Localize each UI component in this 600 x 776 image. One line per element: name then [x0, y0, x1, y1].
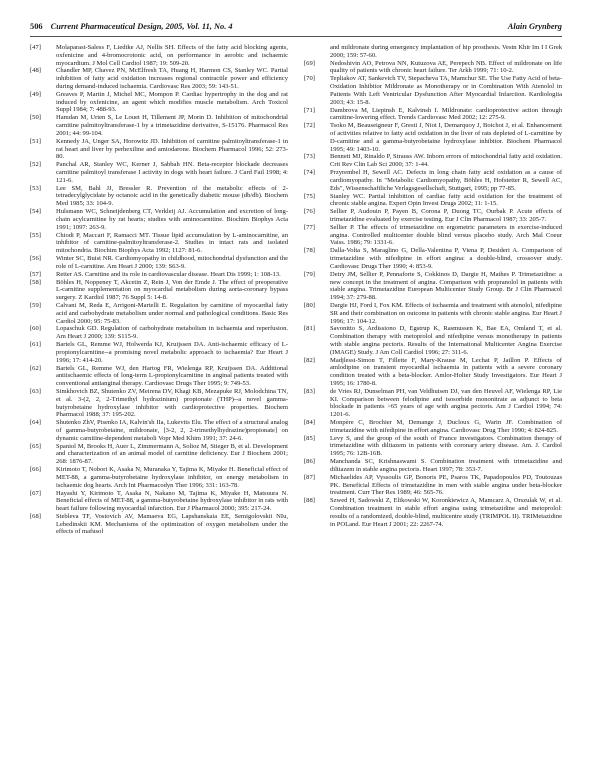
reference-number: [82] [304, 356, 315, 364]
left-column [30, 44, 288, 536]
reference-text: Lopaschuk GD. Regulation of carbohydrate metabolism in ischaemia and reperfusion. Am Heart J 2000; 139: S115-9. [56, 325, 288, 341]
reference-item [30, 279, 288, 302]
reference-item [30, 513, 288, 536]
reference-text: Manchanda SC, Krishnaswami S. Combination treatment with trimetazidine and diltiazem in stable angina pectoris. Heart 1997; 78: 353-7. [330, 458, 562, 473]
reference-item [304, 302, 562, 325]
reference-text: Szwed H, Sadowski Z, Elikowski W, Koronkiewicz A, Mamcarz A, Orszulak W, et al. Combination treatment in stable effort angina using trimetazidine and metoprolol: results of a randomized, double-blind, multicentre study (TRIMPOL II). TRIMetazidine in POLand. Eur Heart J 2001; 22: 2267-74. [330, 497, 562, 528]
reference-number: [75] [304, 192, 315, 200]
reference-number: [61] [30, 341, 41, 349]
reference-number: [85] [304, 434, 315, 442]
reference-number [304, 44, 330, 60]
reference-item [30, 91, 288, 114]
reference-number: [76] [304, 208, 315, 216]
reference-item [304, 388, 562, 419]
reference-text: Dargie HJ, Ford I, Fox KM. Effects of ischaemia and treatment with atenolol, nifedipine SR and their combination on outcome in patients with chronic stable angina. Eur Heart J 1996; 17: 104-12. [330, 302, 562, 325]
reference-item [30, 466, 288, 489]
reference-text: Hayashi Y, Kirimoto T, Asaka N, Nakano M, Tajima K, Miyake H, Matsuura N. Beneficial effects of MET-88, a gamma-butyrobetaine hydroxylase inhibitor in rats with heart failure following myocardial infarction. Eur J Pharmacol 2000; 395: 217-24. [56, 489, 288, 512]
reference-number: [73] [304, 153, 315, 161]
reference-number: [67] [30, 489, 41, 497]
reference-item [304, 325, 562, 356]
reference-item [304, 247, 562, 270]
reference-item [304, 458, 562, 474]
reference-text: Retter AS. Carnitine and its role in cardiovascular disease. Heart Dis 1999; 1: 108-13. [56, 270, 281, 278]
reference-item [30, 232, 288, 255]
reference-number: [51] [30, 137, 41, 145]
reference-text: Stanley WC. Partial inhibition of cardiac fatty acid oxidation for the treatment of chronic stable angina. Expert Opin Invest Drugs 2002; 11: 1-15. [330, 192, 562, 208]
reference-text: Savonitto S, Ardissiono D, Egstrup K, Rasmussen K, Bae EA, Omland T, et al. Combination therapy with metoprolol and nifedipine versus monotherapy in patients with stable angina pectoris. Results of the International Multicenter Angina Exercise (IMAGE) Study. J Am Coll Cardiol 1996; 27: 311-6. [330, 325, 562, 356]
reference-item [304, 208, 562, 224]
reference-number: [81] [304, 325, 315, 333]
reference-number: [88] [304, 497, 315, 505]
reference-number: [77] [304, 223, 315, 231]
reference-item [304, 474, 562, 497]
reference-item [30, 208, 288, 231]
reference-number: [55] [30, 231, 41, 239]
reference-number: [69] [304, 59, 315, 67]
right-column [304, 44, 562, 536]
reference-item [30, 443, 288, 466]
reference-item [30, 490, 288, 513]
running-header [30, 22, 562, 36]
reference-number: [60] [30, 325, 41, 333]
reference-number: [66] [30, 466, 41, 474]
reference-item [30, 325, 288, 341]
reference-number: [70] [304, 75, 315, 83]
reference-item [30, 341, 288, 364]
reference-text: Hamdan M, Urien S, Le Louet H, Tillement JP, Morin D. Inhibition of mitochondrial carnitine palmitoyltransferase-1 by a trimetazidine derivative, S-15176. Pharmacol Res 2001; 44: 99-104. [56, 114, 288, 137]
reference-number: [54] [30, 208, 41, 216]
header-rule [30, 36, 562, 37]
reference-item [304, 435, 562, 458]
reference-item [304, 122, 562, 153]
reference-text: Levy S, and the group of the south of France investigators. Combination therapy of trimetazidine with diltiazem in patients with coronary artery disease. Am. J. Cardiol 1995; 76: 12B-16B. [330, 434, 562, 458]
reference-item [304, 60, 562, 76]
reference-text: Böhles H, Noppeney T, Akcetin Z, Rein J, Von der Emde J. The effect of preoperative L-carnitine supplementation on myocardial metabolism during aorta-coronary bypass surgery. Z Kardiol 1987; 76 Suppl 5: 14-8. [56, 278, 288, 302]
reference-item [30, 44, 288, 67]
reference-columns [30, 44, 562, 536]
reference-number: [83] [304, 387, 315, 395]
reference-number: [59] [30, 302, 41, 309]
reference-number: [63] [30, 388, 41, 395]
journal-title: Current Pharmaceutical Design, 2005, Vol. 11, No. 4 [50, 22, 233, 31]
reference-number: [65] [30, 442, 41, 450]
reference-number: [80] [304, 302, 315, 309]
reference-text: Calvani M, Reda E, Arrigoni-Martelli E. Regulation by carnitine of myocardial fatty acid and carbohydrate metabolism under normal and pathological conditions. Basic Res Cardiol 2000; 95: 75-83. [56, 302, 288, 325]
reference-item [30, 67, 288, 90]
header-left [30, 22, 233, 31]
reference-item [304, 107, 562, 123]
reference-text: Chiodi P, Maccari F, Ramacci MT. Tissue lipid accumulation by L-aminocarnitine, an inhibitor of carnitine-palmitoyltransferase-2. Studies in intact rats and isolated mitochondria. Biochim Biophys Acta 1992; 1127: 81-6. [56, 231, 288, 254]
reference-text: Spaniol M, Brooks H, Auer L, Zimmermann A, Solioz M, Stieger B, et al. Development and characterization of an animal model of carnitine deficiency. Eur J Biochem 2001; 268: 1876-87. [56, 442, 288, 466]
reference-text: Simkhovich BZ, Shutenko ZV, Meirena DV, Khagi KB, Mezapuke RJ, Molodchina TN, et al. 3-(2, 2, 2-Trimethyl hydrazinium) propionate (THP)--a novel gamma-butyrobetaine hydroxylase inhibitor with cardioprotective properties. Biochem Pharmacol 1988; 37: 195-202. [56, 388, 288, 419]
reference-text: Sellier P. The effects of trimetazidine on ergometric parameters in exercise-induced angina. Controlled multicenter double blind versus placebo study. Arch Mal Coeur Vaiss. 1986; 79: 1331-6. [330, 223, 562, 247]
reference-item [30, 388, 288, 419]
reference-text: Bartels GL, Remme WJ, den Hartog FR, Wielenga RP, Kruijssen DA. Additional antiischaemic effects of long-term L-propionylcarnitine in anginal patients treated with conventional antianginal therapy. Cardiovasc Drugs Ther 1995; 9: 749-53. [56, 364, 288, 388]
reference-number: [86] [304, 458, 315, 466]
reference-text: and mildronate during emergency implantation of hip prosthesis. Vestn Khir Im I I Grek 2000; 159: 57-60. [330, 44, 562, 59]
reference-text: Sellier P, Audouin P, Payen B, Corona P, Duong TC, Ourbak P. Acute effects of trimetazidine evaluated by exercise testing. Eur J Clin Pharmacol 1987; 33: 205-7. [330, 208, 562, 223]
reference-number: [52] [30, 161, 41, 169]
reference-text: de Vries RJ, Dunselman PH, van Veldhuisen DJ, van den Heuvel AF, Wielenga RP, Lie KI. Comparison between felodipine and isosorbide mononitrate as adjunct to beta blockade in patients >65 years of age with angina pectoris. Am J Cardiol 1994; 74: 1201-6. [330, 387, 562, 419]
reference-item [30, 255, 288, 271]
reference-text: Lee SM, Bahl JJ, Bressler R. Prevention of the metabolic effects of 2-tetradecylglycidate by octanoic acid in the genetically diabetic mouse (db/db). Biochem Med 1985; 33: 104-9. [56, 184, 288, 208]
reference-number: [53] [30, 184, 41, 192]
reference-item [304, 271, 562, 302]
reference-item [30, 271, 288, 279]
reference-text: Kirimoto T, Nobori K, Asaka N, Muranaka Y, Tajima K, Miyake H. Beneficial effect of MET-88, a gamma-butyrobetaine hydroxylase inhibitor, on energy metabolism in ischaemic dog hearts. Arch Int Pharmacodyn Ther 1996; 331: 163-78. [56, 466, 288, 489]
author-name: Alain Grynberg [507, 22, 562, 31]
reference-text: Monpère C, Brochier M, Demange J, Ducloux G, Warin JF. Combination of trimetazidine with nifedipine in effort angina. Cardiovasc Drug Ther 1990; 4: 824-825. [330, 419, 562, 434]
reference-item [30, 185, 288, 208]
reference-item [30, 138, 288, 161]
reference-item [304, 193, 562, 209]
reference-number: [74] [304, 169, 315, 177]
page-number: 506 [30, 22, 43, 31]
reference-text: Bartels GL, Remme WJ, Holwerda KJ, Kruijssen DA. Anti-ischaemic efficacy of L-propionylcarnitine--a promising novel metabolic approach to ischaemia? Eur Heart J 1996; 17: 414-20. [56, 341, 288, 364]
reference-text: Greaves P, Martin J, Michel MC, Mompon P. Cardiac hypertrophy in the dog and rat induced by oxfenicine, an agent which modifies muscle metabolism. Arch Toxicol Suppl 1984; 7: 488-93. [56, 90, 288, 114]
reference-text: Bennett MJ, Rinaldo P, Strauss AW. Inborn errors of mitochondrial fatty acid oxidation. Crit Rev Clin Lab Sci 2000; 37: 1-44. [330, 153, 562, 169]
reference-text: Molaparast-Saless F, Liedtke AJ, Nellis SH. Effects of the fatty acid blocking agents, oxfenicine and 4-bromocrotonic acid, on performance in aerobic and ischaemic myocardium. J Mol Cell Cardiol 1987; 19: 509-20. [56, 44, 288, 67]
reference-text: Kennedy JA, Unger SA, Horowitz JD. Inhibition of carnitine palmitoyltransferase-1 in rat heart and liver by perhexiline and amiodarone. Biochem Pharmacol 1996; 52: 273-80. [56, 137, 288, 161]
reference-item [304, 44, 562, 60]
reference-item [30, 302, 288, 325]
reference-number: [84] [304, 419, 315, 426]
reference-text: Detry JM, Sellier P, Pennaforte S, Cokkinos D, Dargie H, Mathes P. Trimetazidine: a new concept in the treatment of angina. Comparison with propranolol in patients with stable angina. Trimetazidine European Multicenter Study Group. Br J Clin Pharmacol 1994; 37: 279-88. [330, 270, 562, 302]
reference-number: [48] [30, 67, 41, 75]
reference-text: Chandler MP, Chavez PN, McElfresh TA, Huang H, Harmon CS, Stanley WC. Partial inhibition of fatty acid oxidation increases regional contractile power and efficiency during demand-induced ischaemia. Cardiovasc Res 2003; 59: 143-51. [56, 67, 288, 90]
reference-number: [58] [30, 278, 41, 286]
reference-text: Michaelides AP, Vyssoulis GP, Bonoris PE, Psaros TK, Papadopoulos PD, Toutouzas PK. Beneficial Effects of trimetazidine in men with stable angina under beta-blocker treatment. Curr Ther Res 1989; 46: 565-76. [330, 473, 562, 497]
reference-text: Nedoshivin AO, Petrova NN, Kutuzova AE, Perepech NB. Effect of mildronate on life quality of patients with chronic heart failure. Ter Arkh 1999; 71: 10-2. [330, 59, 562, 75]
reference-item [304, 153, 562, 169]
reference-text: Hulsmann WC, Schneijdenberg CT, Verkleij AJ. Accumulation and excretion of long-chain acylcarnitine by rat hearts; studies with aminocarnitine. Biochim Biophys Acta 1991; 1097: 263-9. [56, 208, 288, 231]
reference-text: Tepliakov AT, Sankevich TV, Stepacheva TA, Mamchur SE. The Use Fatty Acid of beta-Oxidation Inhibitor Mildronate as Monotherapy or in Combination With Atenolol in Patients With Left Ventricular Dysfunction After Myocardial Infarction. Kardiologiia 2003; 43: 15-8. [330, 75, 562, 106]
reference-number: [49] [30, 90, 41, 98]
reference-item [30, 114, 288, 137]
reference-item [304, 357, 562, 388]
reference-item [304, 497, 562, 528]
reference-number: [71] [304, 106, 315, 114]
reference-item [30, 365, 288, 388]
reference-text: Stebleva TF, Vostovich AV, Mamaeva EG, Lapshanskaia EE, Semigolovskii NIu, Lebedinskii KM. Mechanisms of the optimization of oxygen metabolism under the effects of mafusol [56, 512, 288, 536]
reference-text: Panchal AR, Stanley WC, Kerner J, Sabbah HN. Beta-receptor blockade decreases carnitine palmitoyl transferase I activity in dogs with heart failure. J Card Fail 1998; 4: 121-6. [56, 161, 288, 184]
reference-number: [62] [30, 364, 41, 372]
reference-number: [57] [30, 270, 41, 278]
reference-number: [79] [304, 270, 315, 278]
reference-text: Madjlessi-Simon T, Fillette F, Mary-Krause M, Lechat P, Jaillon P. Effects of amlodipine on transient myocardial ischaemia in patients with a severe coronary condition treated with a beta-blocker. Amlor-Holter Study Investigators. Eur Heart J 1995; 16: 1780-8. [330, 356, 562, 387]
reference-item [30, 161, 288, 184]
reference-text: Tsoko M, Beauseigneur F, Gresti J, Niot I, Demarquoy J, Boichot J, et al. Enhancement of activities relative to fatty acid oxidation in the liver of rats depleted of L-carnitine by D-carnitine and a gamma-butyrobetaine hydroxylase inhibitor. Biochem Pharmacol 1995; 49: 1403-10. [330, 122, 562, 153]
reference-text: Shutenko ZhV, Pisenko IA, Kalvin'sh IIa, Lukevits Elu. The effect of a structural analog of gamma-butyrobetaine, mildronate, [3-2, 2, 2-trimethylhydrazine)propionate] on dynamic carnitine-dependent metaboli Vopr Med Khim 1991; 37: 24-6. [56, 419, 288, 442]
reference-number: [47] [30, 44, 41, 51]
reference-item [304, 169, 562, 192]
reference-item [30, 419, 288, 442]
reference-item [304, 419, 562, 435]
reference-number: [68] [30, 512, 41, 520]
reference-item [304, 75, 562, 106]
reference-number: [56] [30, 254, 41, 262]
reference-text: Dalla-Volta S, Maraglino G, Della-Valentina P, Viena P, Desideri A. Comparison of trimetazidine with nifedipine in effort angina: a double-blind, crossover study. Cardiovasc Drugs Ther 1990; 4: 853-9. [330, 247, 562, 270]
reference-text: Przyrembel H, Sewell AC. Defects in long chain fatty acid oxidation as a cause of cardiomyopathy. In "Metabolic Cardiomyopathy, Böhles H, Hofstetter R, Sewell AC, Eds", Wissenschaftliche Verlagsgesellschaft, Stuttgart, 1995; pp 77-85. [330, 169, 562, 192]
reference-number: [87] [304, 473, 315, 481]
reference-number: [78] [304, 247, 315, 255]
reference-number: [50] [30, 114, 41, 122]
reference-number: [72] [304, 122, 315, 130]
reference-item [304, 224, 562, 247]
reference-text: Dambrova M, Liepinsh E, Kalvinsh I. Mildronate: cardioprotective action through carnitine-lowering effect. Trends Cardiovasc Med 2002; 12: 275-9. [330, 106, 562, 122]
reference-text: Winter SC, Buist NR. Cardiomyopathy in childhood, mitochondrial dysfunction and the role of L-carnitine. Am Heart J 2000; 139: S63-9. [56, 254, 288, 270]
reference-number: [64] [30, 419, 41, 427]
